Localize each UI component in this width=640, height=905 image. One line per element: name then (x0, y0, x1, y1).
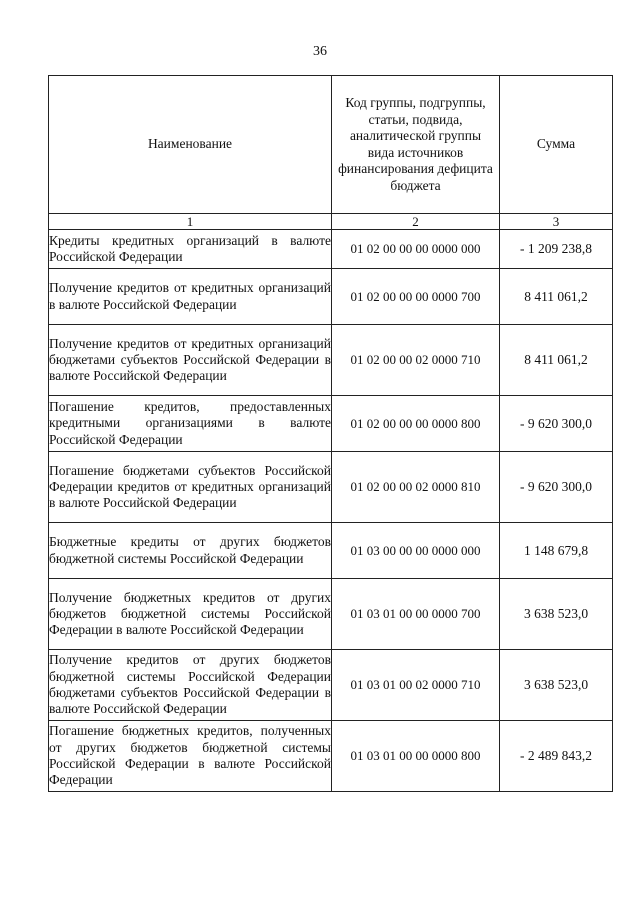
row-code: 01 02 00 00 02 0000 710 (332, 325, 500, 396)
table-row (49, 230, 613, 269)
row-code: 01 03 00 00 00 0000 000 (332, 523, 500, 579)
row-name: Получение кредитов от кредитных организаций в валюте Российской Федерации (49, 269, 332, 325)
table-row (49, 452, 613, 523)
header-name: Наименование (49, 76, 332, 214)
row-sum: - 9 620 300,0 (500, 452, 613, 523)
row-code: 01 02 00 00 00 0000 800 (332, 396, 500, 452)
row-code: 01 02 00 00 00 0000 000 (332, 230, 500, 269)
table-row (49, 523, 613, 579)
row-sum: - 9 620 300,0 (500, 396, 613, 452)
row-sum: 8 411 061,2 (500, 269, 613, 325)
column-number-3: 3 (500, 214, 613, 230)
header-code: Код группы, подгруппы, статьи, подвида, аналитической группы вида источников финансирования дефицита бюджета (332, 76, 500, 214)
row-code: 01 03 01 00 02 0000 710 (332, 650, 500, 721)
column-number-2: 2 (332, 214, 500, 230)
row-name: Получение бюджетных кредитов от других бюджетов бюджетной системы Российской Федерации в валюте Российской Федерации (49, 579, 332, 650)
row-name: Погашение бюджетами субъектов Российской Федерации кредитов от кредитных организаций в валюте Российской Федерации (49, 452, 332, 523)
row-code: 01 03 01 00 00 0000 700 (332, 579, 500, 650)
row-sum: 3 638 523,0 (500, 650, 613, 721)
row-sum: 8 411 061,2 (500, 325, 613, 396)
header-row (49, 76, 613, 214)
row-name: Получение кредитов от других бюджетов бюджетной системы Российской Федерации бюджетами субъектов Российской Федерации в валюте Российской Федерации (49, 650, 332, 721)
row-name: Получение кредитов от кредитных организаций бюджетами субъектов Российской Федерации в валюте Российской Федерации (49, 325, 332, 396)
column-number-1: 1 (49, 214, 332, 230)
budget-sources-table (48, 75, 613, 792)
row-name: Погашение бюджетных кредитов, полученных от других бюджетов бюджетной системы Российской Федерации в валюте Российской Федерации (49, 721, 332, 792)
row-sum: 3 638 523,0 (500, 579, 613, 650)
row-code: 01 02 00 00 02 0000 810 (332, 452, 500, 523)
table-row (49, 721, 613, 792)
row-sum: 1 148 679,8 (500, 523, 613, 579)
row-sum: - 2 489 843,2 (500, 721, 613, 792)
table-row (49, 579, 613, 650)
row-name: Кредиты кредитных организаций в валюте Российской Федерации (49, 230, 332, 269)
table-row (49, 325, 613, 396)
table-row (49, 396, 613, 452)
row-code: 01 02 00 00 00 0000 700 (332, 269, 500, 325)
table-row (49, 650, 613, 721)
row-sum: - 1 209 238,8 (500, 230, 613, 269)
column-number-row (49, 214, 613, 230)
table-row (49, 269, 613, 325)
header-sum: Сумма (500, 76, 613, 214)
row-name: Погашение кредитов, предоставленных кредитными организациями в валюте Российской Федерации (49, 396, 332, 452)
row-name: Бюджетные кредиты от других бюджетов бюджетной системы Российской Федерации (49, 523, 332, 579)
row-code: 01 03 01 00 00 0000 800 (332, 721, 500, 792)
page-number: 36 (313, 44, 327, 59)
